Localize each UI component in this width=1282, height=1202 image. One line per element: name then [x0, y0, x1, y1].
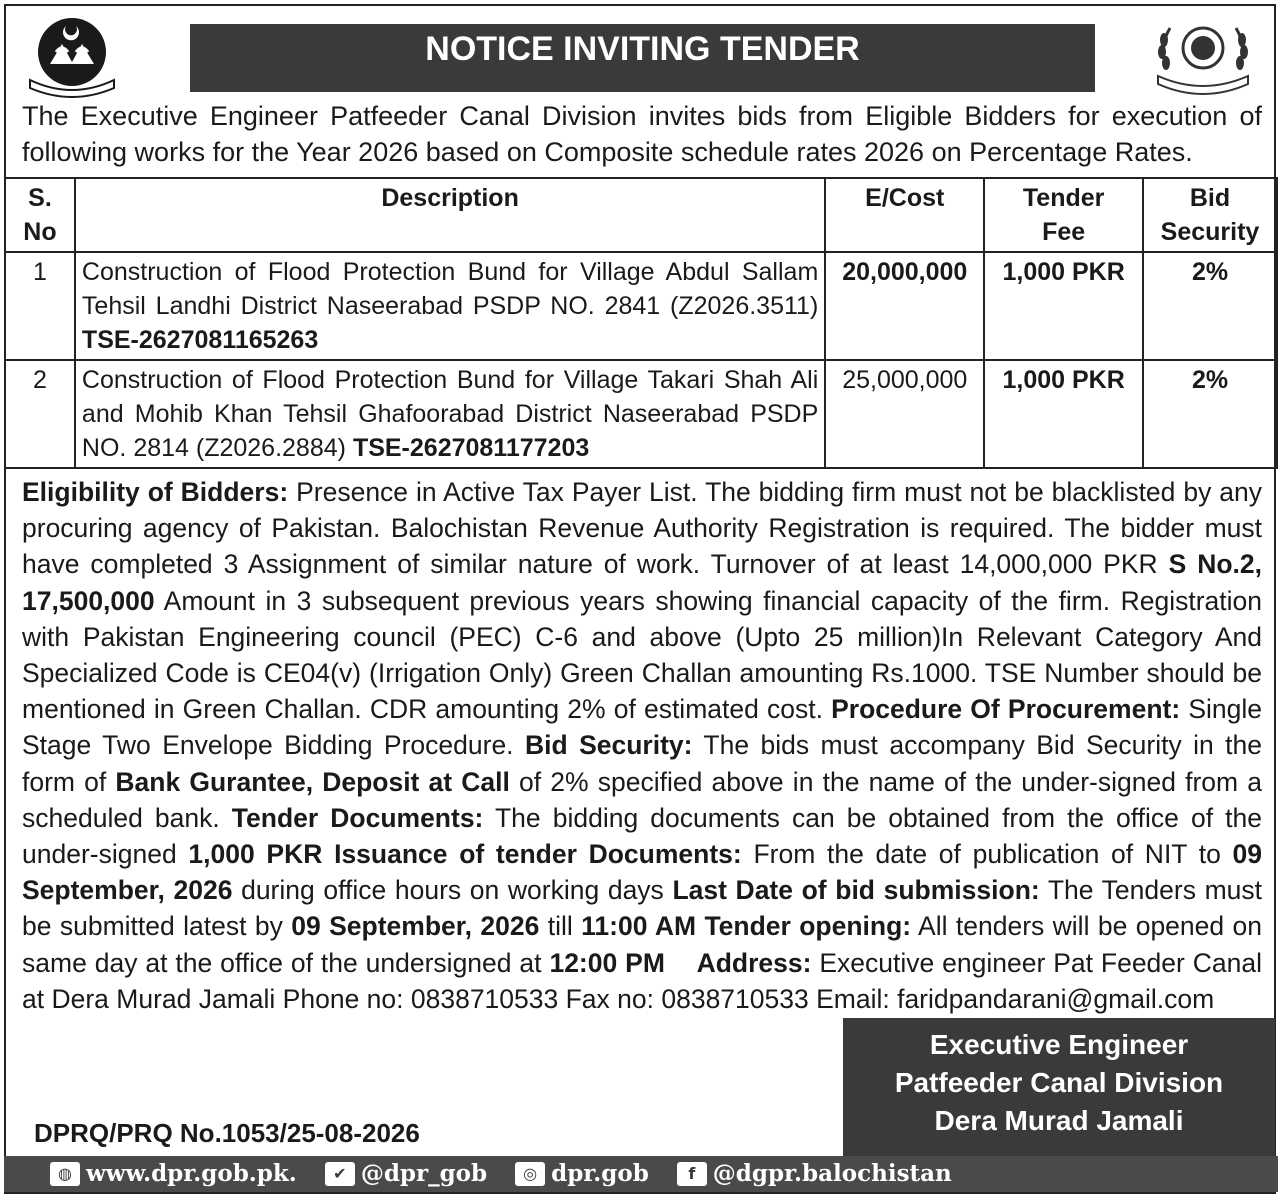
- row-sno: 1: [5, 252, 75, 360]
- tender-documents-label: Tender Documents:: [231, 802, 484, 833]
- row-tse: TSE-2627081165263: [81, 326, 319, 354]
- row-fee: 1,000 PKR: [984, 360, 1143, 468]
- row-cost: 25,000,000: [825, 360, 984, 468]
- balochistan-emblem-icon: [22, 14, 122, 98]
- row-cost: 20,000,000: [825, 252, 984, 360]
- header-sno: S. No: [5, 178, 75, 252]
- signature-block: [843, 1018, 1275, 1156]
- header-description: Description: [75, 178, 825, 252]
- intro-line-1: The Executive Engineer Patfeeder Canal Division invites bids from Eligible Bidders for execution of: [22, 101, 1262, 131]
- instagram-icon: ◎: [515, 1162, 545, 1186]
- signature-line-1: Executive Engineer: [929, 1029, 1189, 1060]
- intro-line-2: following works for the Year 2026 based on Composite schedule rates 2026 on Percentage Rates.: [22, 137, 1193, 167]
- footer-bar: [4, 1156, 1278, 1192]
- header-fee: Tender Fee: [984, 178, 1143, 252]
- footer-website[interactable]: ◍ www.dpr.gob.pk.: [50, 1156, 297, 1192]
- procedure-label: Procedure Of Procurement:: [831, 694, 1181, 725]
- facebook-icon: f: [677, 1162, 707, 1186]
- header-security: Bid Security: [1143, 178, 1277, 252]
- bid-security-label: Bid Security:: [524, 730, 693, 761]
- row-tse: TSE-2627081177203: [352, 434, 590, 462]
- row-description: Construction of Flood Protection Bund for Village Takari Shah Ali and Mohib Khan Tehsil Ghafoorabad District Naseerabad PSDP NO. 2814 (Z2026.2884) TSE-2627081177203: [75, 360, 825, 468]
- footer-facebook[interactable]: f @dgpr.balochistan: [677, 1156, 952, 1192]
- dgpr-balochistan-logo-icon: [1148, 18, 1258, 98]
- last-date-label: Last Date of bid submission:: [672, 875, 1040, 906]
- footer-twitter[interactable]: ✔ @dpr_gob: [325, 1156, 487, 1192]
- works-table: [4, 177, 1278, 469]
- footer-instagram[interactable]: ◎ dpr.gob: [515, 1156, 649, 1192]
- contact-details: Executive engineer Pat Feeder Canal at Dera Murad Jamali Phone no: 0838710533 Fax no: 0838710533 Email: faridpandarani@gmail.com: [22, 947, 1263, 1014]
- terms-paragraph: Eligibility of Bidders: Presence in Active Tax Payer List. The bidding firm must not be blacklisted by any procuring agency of Pakistan. Balochistan Revenue Authority Registration is required. The bidder must have completed 3 Assignment of similar nature of work. Turnover of at least 14,000,000 PKR S No.2, 17,500,000 Amount in 3 subsequent previous years showing financial capacity of the firm. Registration with Pakistan Engineering council (PEC) C-6 and above (Upto 25 million)In Relevant Category And Specialized Code is CE04(v) (Irrigation Only) Green Challan amounting Rs.1000. TSE Number should be mentioned in Green Challan. CDR amounting 2% of estimated cost. Procedure Of Procurement: Single Stage Two Envelope Bidding Procedure. Bid Security: The bids must accompany Bid Security in the form of Bank Gurantee, Deposit at Call of 2% specified above in the name of the under-signed from a scheduled bank. Tender Documents: The bidding documents can be obtained from the office of the under-signed 1,000 PKR Issuance of tender Documents: From the date of publication of NIT to 09 September, 2026 during office hours on working days Last Date of bid submission: The Tenders must be submitted latest by 09 September, 2026 till 11:00 AM Tender opening: All tenders will be opened on same day at the office of the undersigned at 12:00 PM Address: Executive engineer Pat Feeder Canal at Dera Murad Jamali Phone no: 0838710533 Fax no: 0838710533 Email: faridpandarani@gmail.com: [22, 477, 1263, 1014]
- table-row: [5, 252, 1277, 360]
- header-cost: E/Cost: [825, 178, 984, 252]
- table-header-row: [5, 178, 1277, 252]
- row-fee: 1,000 PKR: [984, 252, 1143, 360]
- eligibility-label: Eligibility of Bidders:: [22, 477, 289, 507]
- signature-line-3: Dera Murad Jamali: [934, 1105, 1184, 1136]
- reference-number: DPRQ/PRQ No.1053/25-08-2026: [34, 1118, 420, 1148]
- table-row: [5, 360, 1277, 468]
- row-sno: 2: [5, 360, 75, 468]
- globe-icon: ◍: [50, 1162, 80, 1186]
- intro-paragraph: [22, 98, 1262, 170]
- row-description: Construction of Flood Protection Bund for Village Abdul Sallam Tehsil Landhi District Naseerabad PSDP NO. 2841 (Z2026.3511) TSE-2627081165263: [75, 252, 825, 360]
- page-title: NOTICE INVITING TENDER: [190, 24, 1095, 92]
- address-label: Address:: [696, 947, 812, 978]
- twitter-icon: ✔: [325, 1162, 355, 1186]
- row-security: 2%: [1143, 360, 1277, 468]
- row-security: 2%: [1143, 252, 1277, 360]
- signature-line-2: Patfeeder Canal Division: [894, 1067, 1224, 1098]
